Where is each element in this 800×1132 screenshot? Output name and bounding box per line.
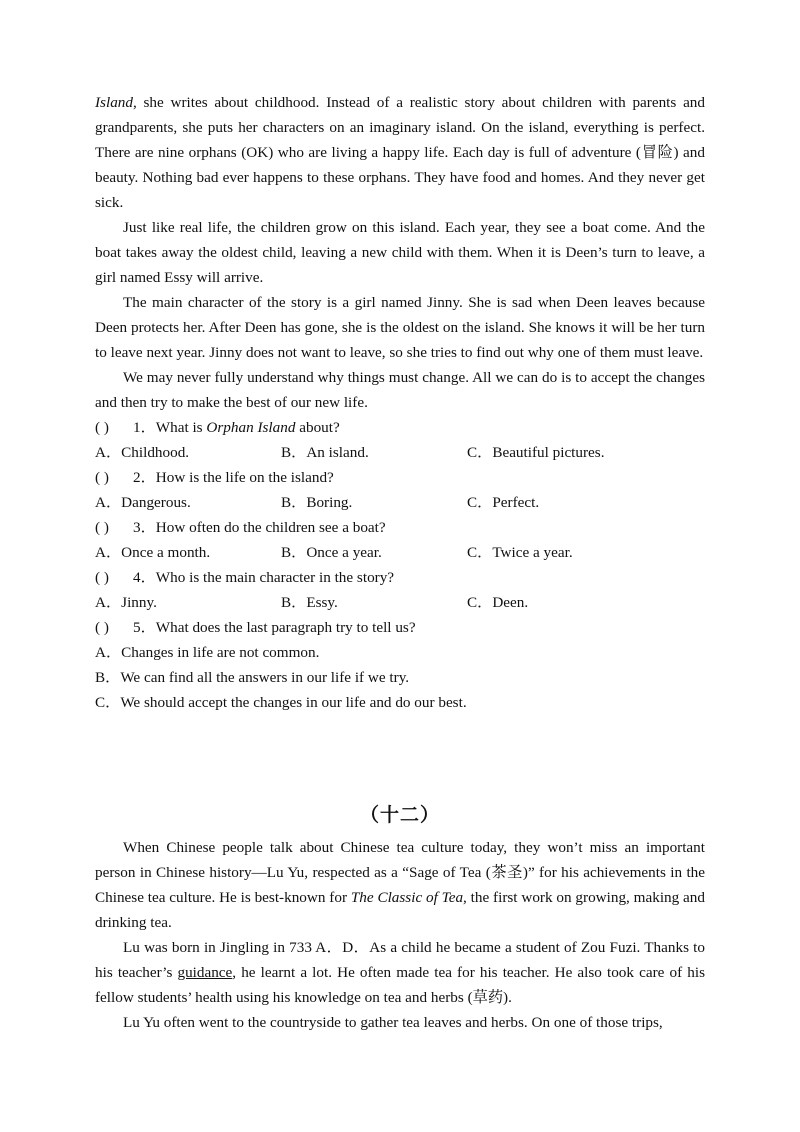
answer-blank-5[interactable]: ( ) <box>95 619 109 636</box>
option-b: B．Boring. <box>281 494 353 511</box>
answer-blank-3[interactable]: ( ) <box>95 519 109 536</box>
paragraph-3: The main character of the story is a girl named Jinny. She is sad when Deen leaves because Deen protects her. After Deen has gone, she is the oldest on the island. She knows it will be her turn to leave next year. Jinny does not want to leave, so she tries to find out why one of them must leave. <box>95 294 705 361</box>
answer-blank-2[interactable]: ( ) <box>95 469 109 486</box>
question-4-options <box>95 590 705 615</box>
question-2 <box>95 465 705 490</box>
question-2-text: 2．How is the life on the island? <box>133 469 334 486</box>
paragraph-2-text: Lu was born in Jingling in 733 A．D．As a child he became a student of Zou Fuzi. Thanks to his teacher’s <box>95 939 705 981</box>
passage-twelve <box>95 835 705 1035</box>
option-b: B．Once a year. <box>281 544 382 561</box>
option-a: A．Changes in life are not common. <box>95 644 320 661</box>
paragraph-2: Just like real life, the children grow on this island. Each year, they see a boat come. And the boat takes away the oldest child, leaving a new child with them. When it is Deen’s turn to leave, a girl named Essy will arrive. <box>95 219 705 286</box>
option-a: A．Once a month. <box>95 544 211 561</box>
answer-blank-1[interactable]: ( ) <box>95 419 109 436</box>
paragraph-1 <box>95 90 705 215</box>
option-c: C．Perfect. <box>467 494 540 511</box>
option-b: B．Essy. <box>281 594 338 611</box>
option-c: C．Twice a year. <box>467 544 573 561</box>
question-3 <box>95 515 705 540</box>
option-b: B．An island. <box>281 444 369 461</box>
option-c: C．Beautiful pictures. <box>467 444 605 461</box>
question-2-options <box>95 490 705 515</box>
question-5 <box>95 615 705 640</box>
paragraph-3: Lu Yu often went to the countryside to gather tea leaves and herbs. On one of those trips, <box>123 1014 663 1031</box>
option-a: A．Jinny. <box>95 594 157 611</box>
option-c: C．Deen. <box>467 594 529 611</box>
paragraph-1-text: , she writes about childhood. Instead of a realistic story about children with parents and grandparents, she puts her characters on an imaginary island. On the island, everything is perfect. There are nine orphans (OK) who are living a happy life. Each day is full of adventure (冒险) and beauty. Nothing bad ever happens to these orphans. They have food and homes. And they never get sick. <box>95 94 705 211</box>
section-title: （十二） <box>359 804 440 826</box>
question-1-text-end: about? <box>295 419 340 436</box>
paragraph-1 <box>95 835 705 935</box>
question-4-text: 4．Who is the main character in the story? <box>133 569 395 586</box>
option-b: B．We can find all the answers in our life if we try. <box>95 669 410 686</box>
paragraph-1-text: When Chinese people talk about Chinese tea culture today, they won’t miss an important person in Chinese history—Lu Yu, respected as a “Sage of Tea (茶圣)” for his achievements in the Chinese tea culture. He is best-known for <box>95 839 705 906</box>
question-5-text: 5．What does the last paragraph try to tell us? <box>133 619 416 636</box>
paragraph-4: We may never fully understand why things must change. All we can do is to accept the changes and then try to make the best of our new life. <box>95 369 705 411</box>
option-a: A．Dangerous. <box>95 494 191 511</box>
underlined-word: guidance <box>177 964 233 981</box>
passage-eleven <box>95 90 705 715</box>
paragraph-1-text-end: , the first work on growing, making and drinking tea. <box>95 889 705 931</box>
option-a: A．Childhood. <box>95 444 190 461</box>
paragraph-2-text-end: , he learnt a lot. He often made tea for his teacher. He also took care of his fellow students’ health using his knowledge on tea and herbs (草药). <box>95 964 705 1006</box>
question-3-text: 3．How often do the children see a boat? <box>133 519 386 536</box>
question-1 <box>95 415 705 440</box>
option-c: C．We should accept the changes in our life and do our best. <box>95 694 467 711</box>
paragraph-2 <box>95 935 705 1010</box>
question-4 <box>95 565 705 590</box>
question-1-text: 1．What is <box>133 419 207 436</box>
book-title-fragment: Island <box>95 94 133 111</box>
answer-blank-4[interactable]: ( ) <box>95 569 109 586</box>
question-1-options <box>95 440 705 465</box>
question-3-options <box>95 540 705 565</box>
question-1-italic: Orphan Island <box>206 419 296 436</box>
book-title: The Classic of Tea <box>350 889 464 906</box>
